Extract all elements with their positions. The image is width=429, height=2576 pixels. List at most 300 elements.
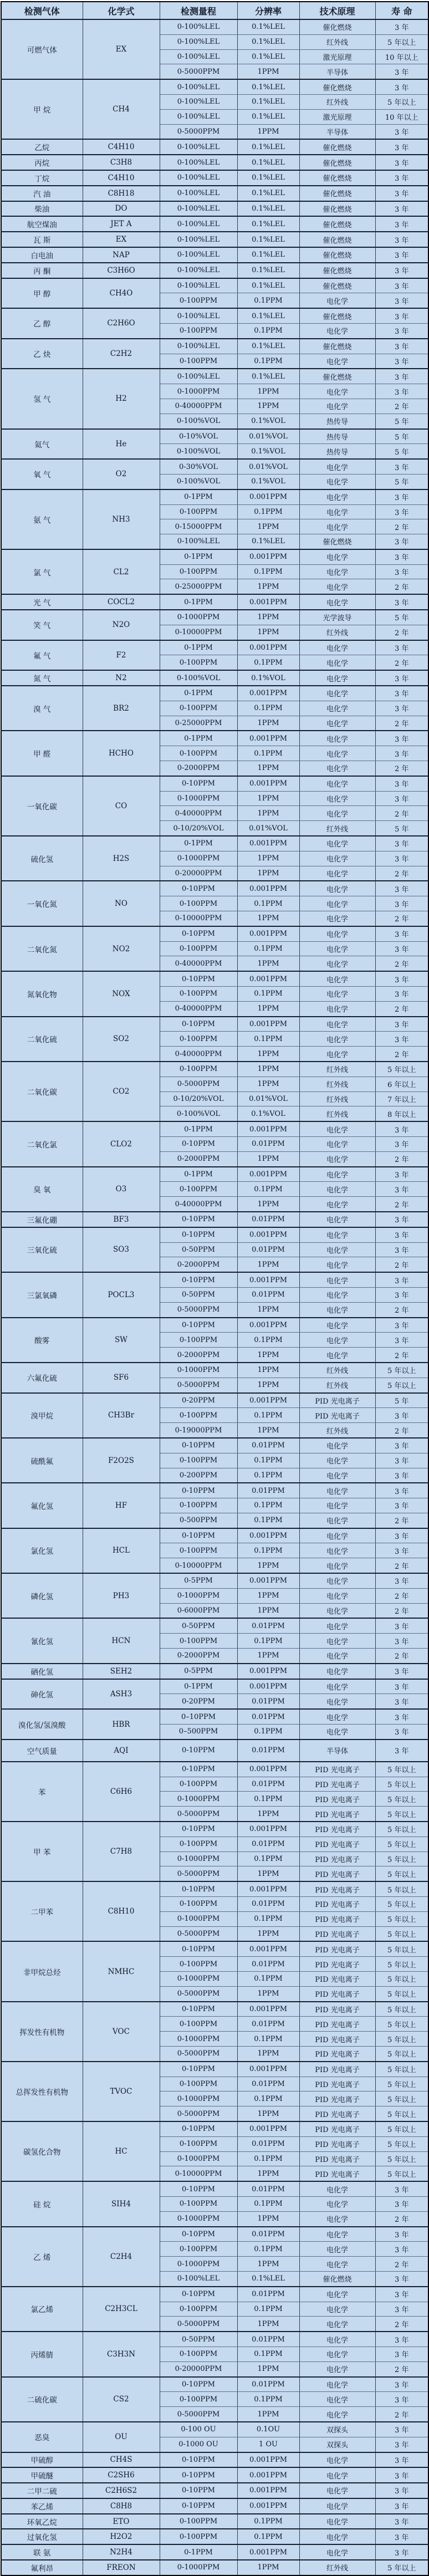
formula-cell: CO2 bbox=[83, 1062, 160, 1121]
range-cell: 0-100%LEL bbox=[160, 2271, 237, 2286]
lifespan-cell: 2 年 bbox=[375, 1558, 428, 1573]
resolution-cell: 0.1%LEL bbox=[237, 369, 299, 384]
lifespan-cell: 5 年以上 bbox=[375, 1941, 428, 1956]
principle-cell: 电化学 bbox=[299, 2483, 375, 2498]
gas-cell: 氯 气 bbox=[1, 549, 83, 594]
principle-cell: PID 光电离子 bbox=[299, 1881, 375, 1896]
resolution-cell: 0.01PPM bbox=[237, 1618, 299, 1633]
resolution-cell: 0.001PPM bbox=[237, 2121, 299, 2136]
gas-cell: 乙 醇 bbox=[1, 308, 83, 339]
principle-cell: 催化燃烧 bbox=[299, 79, 375, 94]
lifespan-cell: 5 年 bbox=[375, 610, 428, 625]
gas-cell: 氮氧化物 bbox=[1, 971, 83, 1016]
table-row bbox=[1, 369, 428, 384]
formula-cell: NO bbox=[83, 881, 160, 926]
range-cell: 0-100%VOL bbox=[160, 444, 237, 459]
lifespan-cell: 2 年 bbox=[375, 1001, 428, 1016]
table-row bbox=[1, 170, 428, 186]
principle-cell: 光学波导 bbox=[299, 610, 375, 625]
resolution-cell: 0.01%VOL bbox=[237, 821, 299, 836]
resolution-cell: 1PPM bbox=[237, 399, 299, 414]
range-cell: 0-10PPM bbox=[160, 1438, 237, 1453]
resolution-cell: 0.001PPM bbox=[237, 2467, 299, 2483]
range-cell: 0-100%LEL bbox=[160, 139, 237, 155]
formula-cell: F2 bbox=[83, 640, 160, 671]
range-cell: 0-1000PPM bbox=[160, 851, 237, 866]
principle-cell: 电化学 bbox=[299, 1709, 375, 1724]
resolution-cell: 0.001PPM bbox=[237, 836, 299, 851]
lifespan-cell: 5 年 bbox=[375, 414, 428, 429]
lifespan-cell: 2 年 bbox=[375, 1603, 428, 1618]
range-cell: 0-10PPM bbox=[160, 1822, 237, 1837]
gas-cell: 氟 气 bbox=[1, 640, 83, 671]
lifespan-cell: 2 年 bbox=[375, 399, 428, 414]
range-cell: 0-1PPM bbox=[160, 1121, 237, 1136]
range-cell: 0-1PPM bbox=[160, 731, 237, 746]
gas-cell: 丙烯腈 bbox=[1, 2332, 83, 2376]
table-row bbox=[1, 1762, 428, 1777]
range-cell: 0-100%VOL bbox=[160, 1106, 237, 1121]
gas-cell: 笑 气 bbox=[1, 610, 83, 640]
table-row bbox=[1, 881, 428, 896]
table-row bbox=[1, 1121, 428, 1136]
range-cell: 0-10PPM bbox=[160, 1881, 237, 1896]
table-row bbox=[1, 1528, 428, 1543]
table-row bbox=[1, 926, 428, 941]
resolution-cell: 0.1%LEL bbox=[237, 339, 299, 354]
gas-cell: 六氟化硫 bbox=[1, 1363, 83, 1393]
resolution-cell: 0.01PPM bbox=[237, 1212, 299, 1227]
gas-cell: 臭 氧 bbox=[1, 1167, 83, 1212]
gas-cell: 硅 烷 bbox=[1, 2181, 83, 2226]
principle-cell: 电化学 bbox=[299, 1197, 375, 1212]
resolution-cell: 1PPM bbox=[237, 1603, 299, 1618]
lifespan-cell: 3 年 bbox=[375, 459, 428, 474]
lifespan-cell: 3 年 bbox=[375, 232, 428, 247]
resolution-cell: 0.1%LEL bbox=[237, 79, 299, 94]
resolution-cell: 0.01PPM bbox=[237, 2332, 299, 2347]
principle-cell: 电化学 bbox=[299, 1242, 375, 1257]
range-cell: 0-25000PPM bbox=[160, 579, 237, 594]
range-cell: 0-1000PPM bbox=[160, 2257, 237, 2272]
gas-cell: 一氧化碳 bbox=[1, 776, 83, 836]
resolution-cell: 0.1PPM bbox=[237, 2514, 299, 2529]
lifespan-cell: 3 年 bbox=[375, 2181, 428, 2196]
range-cell: 0-1000PPM bbox=[160, 384, 237, 399]
lifespan-cell: 2 年 bbox=[375, 579, 428, 594]
principle-cell: 热传导 bbox=[299, 414, 375, 429]
principle-cell: 红外线 bbox=[299, 625, 375, 640]
lifespan-cell: 2 年 bbox=[375, 761, 428, 776]
principle-cell: 电化学 bbox=[299, 1047, 375, 1062]
resolution-cell: 0.001PPM bbox=[237, 2062, 299, 2077]
table-row bbox=[1, 549, 428, 564]
resolution-cell: 0.1PPM bbox=[237, 2392, 299, 2407]
range-cell: 0-100%LEL bbox=[160, 339, 237, 354]
column-header: 检测气体 bbox=[1, 2, 83, 19]
range-cell: 0-100PPM bbox=[160, 1634, 237, 1649]
lifespan-cell: 5 年以上 bbox=[375, 1986, 428, 2001]
resolution-cell: 0.1PPM bbox=[237, 941, 299, 956]
formula-cell: C3H3N bbox=[83, 2332, 160, 2376]
range-cell: 0-10PPM bbox=[160, 1941, 237, 1956]
table-row bbox=[1, 247, 428, 263]
gas-cell: 酸雾 bbox=[1, 1318, 83, 1363]
resolution-cell: 1PPM bbox=[237, 1348, 299, 1363]
lifespan-cell: 5 年 bbox=[375, 429, 428, 444]
resolution-cell: 1PPM bbox=[237, 1062, 299, 1077]
lifespan-cell: 5 年以上 bbox=[375, 1792, 428, 1807]
range-cell: 0-100PPM bbox=[160, 2242, 237, 2257]
gas-cell: 氢 气 bbox=[1, 369, 83, 429]
lifespan-cell: 3 年 bbox=[375, 124, 428, 139]
lifespan-cell: 5 年以上 bbox=[375, 1866, 428, 1881]
principle-cell: 电化学 bbox=[299, 579, 375, 594]
resolution-cell: 0.01%VOL bbox=[237, 459, 299, 474]
principle-cell: PID 光电离子 bbox=[299, 2092, 375, 2106]
principle-cell: 催化燃烧 bbox=[299, 369, 375, 384]
principle-cell: 电化学 bbox=[299, 655, 375, 670]
principle-cell: 催化燃烧 bbox=[299, 308, 375, 323]
principle-cell: 红外线 bbox=[299, 2560, 375, 2575]
formula-cell: SW bbox=[83, 1318, 160, 1363]
lifespan-cell: 3 年 bbox=[375, 339, 428, 354]
formula-cell: NH3 bbox=[83, 489, 160, 549]
principle-cell: 红外线 bbox=[299, 1106, 375, 1121]
lifespan-cell: 3 年 bbox=[375, 746, 428, 761]
principle-cell: PID 光电离子 bbox=[299, 1866, 375, 1881]
resolution-cell: 0.01PPM bbox=[237, 2136, 299, 2151]
gas-cell: 汽 油 bbox=[1, 186, 83, 201]
formula-cell: DO bbox=[83, 201, 160, 217]
gas-cell: 二氧化氮 bbox=[1, 926, 83, 971]
principle-cell: 电化学 bbox=[299, 564, 375, 579]
principle-cell: 电化学 bbox=[299, 911, 375, 926]
principle-cell: 电化学 bbox=[299, 716, 375, 731]
gas-cell: 光 气 bbox=[1, 594, 83, 610]
lifespan-cell: 3 年 bbox=[375, 384, 428, 399]
resolution-cell: 0.01PPM bbox=[237, 1242, 299, 1257]
table-row bbox=[1, 836, 428, 851]
range-cell: 0-2000PPM bbox=[160, 1257, 237, 1272]
principle-cell: 电化学 bbox=[299, 459, 375, 474]
resolution-cell: 0.001PPM bbox=[237, 1017, 299, 1032]
formula-cell: EX bbox=[83, 19, 160, 79]
table-row bbox=[1, 2121, 428, 2136]
lifespan-cell: 3 年 bbox=[375, 1740, 428, 1762]
formula-cell: C3H8 bbox=[83, 155, 160, 170]
formula-cell: TVOC bbox=[83, 2062, 160, 2121]
principle-cell: 电化学 bbox=[299, 384, 375, 399]
range-cell: 0-50PPM bbox=[160, 1242, 237, 1257]
resolution-cell: 0.1PPM bbox=[237, 896, 299, 911]
formula-cell: ETO bbox=[83, 2514, 160, 2529]
table-row bbox=[1, 1062, 428, 1077]
principle-cell: 电化学 bbox=[299, 2347, 375, 2361]
gas-sensor-spec-table bbox=[1, 1, 429, 2576]
lifespan-cell: 3 年 bbox=[375, 2422, 428, 2437]
range-cell: 0-100%LEL bbox=[160, 170, 237, 186]
resolution-cell: 0.001PPM bbox=[237, 1573, 299, 1588]
resolution-cell: 0.1%LEL bbox=[237, 2271, 299, 2286]
lifespan-cell: 3 年 bbox=[375, 2437, 428, 2452]
principle-cell: PID 光电离子 bbox=[299, 1972, 375, 1987]
formula-cell: H2O2 bbox=[83, 2529, 160, 2544]
lifespan-cell: 5 年以上 bbox=[375, 1881, 428, 1896]
resolution-cell: 1PPM bbox=[237, 851, 299, 866]
lifespan-cell: 2 年 bbox=[375, 625, 428, 640]
range-cell: 0-19000PPM bbox=[160, 1423, 237, 1438]
range-cell: 0-100%LEL bbox=[160, 49, 237, 64]
principle-cell: PID 光电离子 bbox=[299, 1851, 375, 1866]
principle-cell: 电化学 bbox=[299, 640, 375, 655]
principle-cell: 催化燃烧 bbox=[299, 139, 375, 155]
principle-cell: PID 光电离子 bbox=[299, 1393, 375, 1408]
resolution-cell: 1PPM bbox=[237, 2257, 299, 2272]
lifespan-cell: 3 年 bbox=[375, 971, 428, 986]
resolution-cell: 0.1PPM bbox=[237, 1182, 299, 1197]
lifespan-cell: 3 年 bbox=[375, 1017, 428, 1032]
resolution-cell: 0.1%LEL bbox=[237, 534, 299, 549]
range-cell: 0-1PPM bbox=[160, 686, 237, 701]
resolution-cell: 1PPM bbox=[237, 625, 299, 640]
lifespan-cell: 3 年 bbox=[375, 1242, 428, 1257]
resolution-cell: 0.1PPM bbox=[237, 1468, 299, 1483]
gas-cell: 氦气 bbox=[1, 429, 83, 460]
resolution-cell: 0.001PPM bbox=[237, 1664, 299, 1679]
table-row bbox=[1, 339, 428, 354]
range-cell: 0-1PPM bbox=[160, 489, 237, 504]
lifespan-cell: 3 年 bbox=[375, 19, 428, 34]
lifespan-cell: 2 年 bbox=[375, 1513, 428, 1528]
lifespan-cell: 10 年以上 bbox=[375, 49, 428, 64]
principle-cell: 催化燃烧 bbox=[299, 186, 375, 201]
range-cell: 0-10PPM bbox=[160, 881, 237, 896]
lifespan-cell: 3 年 bbox=[375, 1167, 428, 1182]
range-cell: 0-5000PPM bbox=[160, 1986, 237, 2001]
resolution-cell: 1PPM bbox=[237, 791, 299, 806]
range-cell: 0-100PPM bbox=[160, 2529, 237, 2544]
principle-cell: 半导体 bbox=[299, 64, 375, 79]
resolution-cell: 0.1PPM bbox=[237, 1972, 299, 1987]
resolution-cell: 0.1PPM bbox=[237, 1498, 299, 1513]
resolution-cell: 0.1%LEL bbox=[237, 216, 299, 232]
lifespan-cell: 3 年 bbox=[375, 776, 428, 791]
table-row bbox=[1, 139, 428, 155]
principle-cell: PID 光电离子 bbox=[299, 2032, 375, 2047]
resolution-cell: 0.1%VOL bbox=[237, 444, 299, 459]
principle-cell: PID 光电离子 bbox=[299, 1941, 375, 1956]
table-row bbox=[1, 594, 428, 610]
range-cell: 0-100PPM bbox=[160, 941, 237, 956]
table-row bbox=[1, 670, 428, 686]
table-row bbox=[1, 2002, 428, 2017]
formula-cell: C4H10 bbox=[83, 170, 160, 186]
formula-cell: VOC bbox=[83, 2002, 160, 2062]
lifespan-cell: 3 年 bbox=[375, 836, 428, 851]
lifespan-cell: 5 年以上 bbox=[375, 1911, 428, 1926]
lifespan-cell: 2 年 bbox=[375, 1588, 428, 1603]
range-cell: 0-10PPM bbox=[160, 2498, 237, 2514]
table-row bbox=[1, 1483, 428, 1498]
resolution-cell: 0.1%LEL bbox=[237, 232, 299, 247]
resolution-cell: 0.1%VOL bbox=[237, 1106, 299, 1121]
principle-cell: 催化燃烧 bbox=[299, 155, 375, 170]
range-cell: 0-5000PPM bbox=[160, 124, 237, 139]
table-row bbox=[1, 186, 428, 201]
lifespan-cell: 5 年以上 bbox=[375, 1807, 428, 1822]
gas-cell: 恶臭 bbox=[1, 2422, 83, 2452]
gas-cell: 乙烷 bbox=[1, 139, 83, 155]
formula-cell: C8H18 bbox=[83, 186, 160, 201]
table-row bbox=[1, 155, 428, 170]
column-header: 检测量程 bbox=[160, 2, 237, 19]
range-cell: 0-20000PPM bbox=[160, 2361, 237, 2376]
table-row bbox=[1, 1664, 428, 1679]
resolution-cell: 0.1PPM bbox=[237, 323, 299, 338]
resolution-cell: 0.1%LEL bbox=[237, 201, 299, 217]
principle-cell: 电化学 bbox=[299, 2544, 375, 2560]
formula-cell: N2H4 bbox=[83, 2544, 160, 2560]
lifespan-cell: 3 年 bbox=[375, 1136, 428, 1151]
resolution-cell: 1PPM bbox=[237, 716, 299, 731]
range-cell: 0-100%LEL bbox=[160, 155, 237, 170]
principle-cell: 电化学 bbox=[299, 956, 375, 971]
principle-cell: 电化学 bbox=[299, 2227, 375, 2242]
lifespan-cell: 5 年 bbox=[375, 444, 428, 459]
range-cell: 0-10000PPM bbox=[160, 2166, 237, 2181]
table-row bbox=[1, 308, 428, 323]
formula-cell: PH3 bbox=[83, 1573, 160, 1618]
range-cell: 0-10PPM bbox=[160, 776, 237, 791]
lifespan-cell: 3 年 bbox=[375, 926, 428, 941]
lifespan-cell: 3 年 bbox=[375, 534, 428, 549]
column-header: 寿 命 bbox=[375, 2, 428, 19]
lifespan-cell: 5 年以上 bbox=[375, 2092, 428, 2106]
resolution-cell: 0.1PPM bbox=[237, 1851, 299, 1866]
resolution-cell: 0.1PPM bbox=[237, 701, 299, 716]
lifespan-cell: 3 年 bbox=[375, 701, 428, 716]
principle-cell: 半导体 bbox=[299, 1740, 375, 1762]
table-row bbox=[1, 2544, 428, 2560]
lifespan-cell: 3 年 bbox=[375, 1318, 428, 1333]
range-cell: 0-5000PPM bbox=[160, 2407, 237, 2422]
lifespan-cell: 3 年 bbox=[375, 1573, 428, 1588]
lifespan-cell: 3 年 bbox=[375, 2529, 428, 2544]
resolution-cell: 0.1%LEL bbox=[237, 109, 299, 124]
principle-cell: 电化学 bbox=[299, 1121, 375, 1136]
table-row bbox=[1, 2529, 428, 2544]
resolution-cell: 0.001PPM bbox=[237, 1881, 299, 1896]
lifespan-cell: 5 年以上 bbox=[375, 1777, 428, 1792]
range-cell: 0-1PPM bbox=[160, 836, 237, 851]
range-cell: 0-40000PPM bbox=[160, 806, 237, 821]
principle-cell: 电化学 bbox=[299, 971, 375, 986]
gas-cell: 二甲苯 bbox=[1, 1881, 83, 1941]
range-cell: 0-500PPM bbox=[160, 1513, 237, 1528]
range-cell: 0-1000PPM bbox=[160, 2032, 237, 2047]
principle-cell: 电化学 bbox=[299, 1664, 375, 1679]
lifespan-cell: 2 年 bbox=[375, 956, 428, 971]
table-row bbox=[1, 1881, 428, 1896]
range-cell: 0-5000PPM bbox=[160, 1077, 237, 1091]
formula-cell: SIH4 bbox=[83, 2181, 160, 2226]
range-cell: 0-1000PPM bbox=[160, 2151, 237, 2166]
table-row bbox=[1, 1438, 428, 1453]
principle-cell: 电化学 bbox=[299, 1618, 375, 1633]
gas-cell: 一氧化氮 bbox=[1, 881, 83, 926]
formula-cell: C2H6O bbox=[83, 308, 160, 339]
table-row bbox=[1, 2062, 428, 2077]
resolution-cell: 0.01PPM bbox=[237, 2377, 299, 2392]
lifespan-cell: 3 年 bbox=[375, 594, 428, 610]
gas-cell: 瓦 斯 bbox=[1, 232, 83, 247]
range-cell: 0-2000PPM bbox=[160, 1348, 237, 1363]
range-cell: 0-100PPM bbox=[160, 701, 237, 716]
lifespan-cell: 2 年 bbox=[375, 2317, 428, 2332]
resolution-cell: 0.1%VOL bbox=[237, 414, 299, 429]
principle-cell: 电化学 bbox=[299, 1453, 375, 1468]
lifespan-cell: 3 年 bbox=[375, 64, 428, 79]
lifespan-cell: 2 年 bbox=[375, 1302, 428, 1317]
resolution-cell: 1PPM bbox=[237, 124, 299, 139]
range-cell: 0-1000PPM bbox=[160, 791, 237, 806]
principle-cell: 电化学 bbox=[299, 2242, 375, 2257]
range-cell: 0-100%LEL bbox=[160, 109, 237, 124]
gas-cell: 挥发性有机物 bbox=[1, 2002, 83, 2062]
principle-cell: 催化燃烧 bbox=[299, 263, 375, 278]
principle-cell: 电化学 bbox=[299, 594, 375, 610]
range-cell: 0-100PPM bbox=[160, 655, 237, 670]
range-cell: 0-100PPM bbox=[160, 2514, 237, 2529]
gas-cell: 白电油 bbox=[1, 247, 83, 263]
lifespan-cell: 3 年 bbox=[375, 504, 428, 519]
gas-cell: 溴甲烷 bbox=[1, 1393, 83, 1438]
lifespan-cell: 5 年以上 bbox=[375, 34, 428, 49]
lifespan-cell: 3 年 bbox=[375, 1468, 428, 1483]
resolution-cell: 0.1PPM bbox=[237, 987, 299, 1002]
resolution-cell: 0.01PPM bbox=[237, 1740, 299, 1762]
range-cell: 0-100PPM bbox=[160, 504, 237, 519]
gas-cell: 空气质量 bbox=[1, 1740, 83, 1762]
table-row bbox=[1, 1272, 428, 1287]
lifespan-cell: 3 年 bbox=[375, 670, 428, 686]
principle-cell: 电化学 bbox=[299, 1468, 375, 1483]
resolution-cell: 0.01PPM bbox=[237, 1837, 299, 1851]
resolution-cell: 1PPM bbox=[237, 1926, 299, 1941]
gas-cell: 过氧化氢 bbox=[1, 2529, 83, 2544]
lifespan-cell: 3 年 bbox=[375, 2196, 428, 2211]
formula-cell: CL2 bbox=[83, 549, 160, 594]
principle-cell: 电化学 bbox=[299, 670, 375, 686]
range-cell: 0-100PPM bbox=[160, 1837, 237, 1851]
principle-cell: 催化燃烧 bbox=[299, 170, 375, 186]
principle-cell: 电化学 bbox=[299, 2407, 375, 2422]
lifespan-cell: 3 年 bbox=[375, 2498, 428, 2514]
formula-cell: CH4S bbox=[83, 2452, 160, 2468]
range-cell: 0-10PPM bbox=[160, 2181, 237, 2196]
lifespan-cell: 5 年以上 bbox=[375, 1822, 428, 1837]
lifespan-cell: 3 年 bbox=[375, 155, 428, 170]
resolution-cell: 0.1%LEL bbox=[237, 308, 299, 323]
lifespan-cell: 3 年 bbox=[375, 1709, 428, 1724]
gas-cell: 二硫化碳 bbox=[1, 2377, 83, 2422]
range-cell: 0-100PPM bbox=[160, 2077, 237, 2092]
principle-cell: 电化学 bbox=[299, 731, 375, 746]
lifespan-cell: 3 年 bbox=[375, 1121, 428, 1136]
resolution-cell: 0.001PPM bbox=[237, 2002, 299, 2017]
resolution-cell: 0.01%VOL bbox=[237, 1091, 299, 1106]
